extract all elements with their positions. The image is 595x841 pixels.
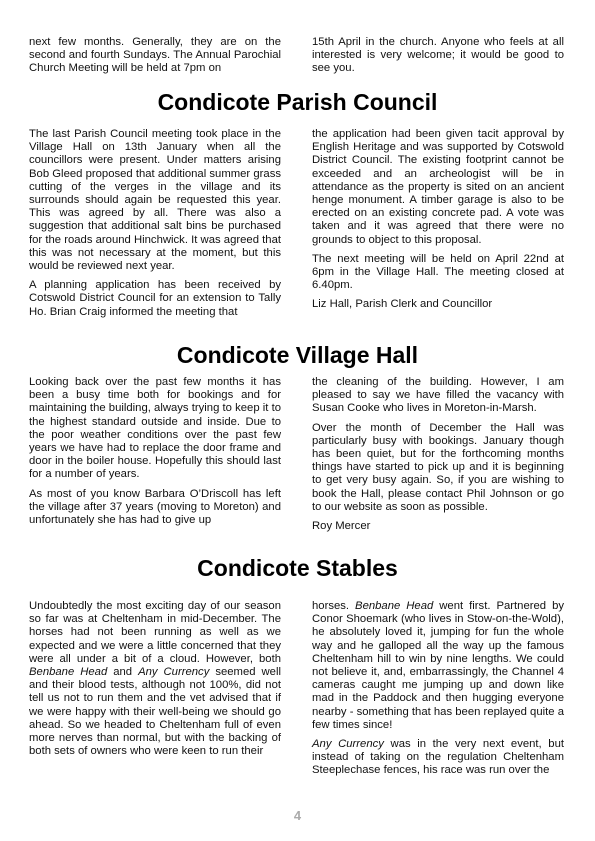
stables-right-column xyxy=(312,600,564,778)
hall-signoff: Roy Mercer xyxy=(312,520,371,533)
stables-text: was in the very next event, but instead of taking on the regulation Cheltenham Steeplechase fences, his race was run over the xyxy=(312,738,565,777)
stables-paragraph xyxy=(29,600,281,758)
parish-council-article xyxy=(29,128,564,319)
stables-left-column xyxy=(29,600,281,778)
horse-name: Benbane Head xyxy=(29,666,108,679)
horse-name: Any Currency xyxy=(312,738,384,751)
stables-paragraph xyxy=(312,600,564,732)
parish-council-heading: Condicote Parish Council xyxy=(157,89,438,115)
horse-name: Benbane Head xyxy=(355,600,434,612)
page-number: 4 xyxy=(293,808,302,823)
parish-paragraph: A planning application has been received by Cotswold District Council for an extension to Tally Ho. Brian Craig informed the meeting that xyxy=(29,279,281,318)
horse-name: Any Currency xyxy=(138,666,210,679)
top-left-text: next few months. Generally, they are on the second and fourth Sundays. The Annual Parochial Church Meeting will be held at 7pm on xyxy=(29,36,281,75)
parish-paragraph: The next meeting will be held on April 22nd at 6pm in the Village Hall. The meeting closed at 6.40pm. xyxy=(312,252,564,292)
parish-paragraph: the application had been given tacit approval by English Heritage and was supported by Cotswold District Council. The existing footprint cannot be exceeded and an archeologist will be in attendance as the property is sited on an ancient henge monument. A timber garage is also to be erected on an existing concrete pad. A vote was taken and it was agreed that there were no grounds to object to this proposal. xyxy=(312,128,564,246)
hall-paragraph: Over the month of December the Hall was particularly busy with bookings. January though has been quiet, but for the forthcoming months things have started to pick up and it is beginning to get very busy again. So, if you are wishing to book the Hall, please contact Phil Johnson or go to our website as soon as possible. xyxy=(312,421,564,513)
village-hall-article xyxy=(29,376,564,533)
stables-article xyxy=(29,600,564,778)
parish-right-column xyxy=(312,128,564,319)
top-right-column xyxy=(312,36,564,76)
top-right-text: 15th April in the church. Anyone who feels at all interested is very welcome; it would be good to see you. xyxy=(312,36,564,75)
parish-paragraph: The last Parish Council meeting took place in the Village Hall on 13th January when all the councillors were present. Under matters arising Bob Gleed proposed that additional summer grass cutting of the verges in the village and its surrounds should again be requested this year. This was agreed by all. There was also a suggestion that additional salt bins be purchased for the roads around Hinchwick. It was agreed that this was not necessary at the moment, but this would be reviewed next year. xyxy=(29,128,281,273)
stables-text: and xyxy=(107,666,139,679)
top-left-column xyxy=(29,36,281,76)
hall-paragraph: the cleaning of the building. However, I am pleased to say we have filled the vacancy with Susan Cooke who lives in Moreton-in-Marsh. xyxy=(312,376,564,415)
stables-heading: Condicote Stables xyxy=(197,555,398,581)
hall-left-column xyxy=(29,376,281,533)
stables-text: horses. xyxy=(312,600,356,612)
top-continuation xyxy=(29,36,564,76)
stables-paragraph xyxy=(312,738,564,778)
stables-text: seemed well and their blood tests, although not 100%, did not tell us not to run them and the vet advised that if we were happy with their well-being we should go ahead. So we headed to Cheltenham full of even more nerves than normal, but with the backing of both sets of owners who were keen to run their xyxy=(29,666,281,758)
parish-left-column xyxy=(29,128,281,319)
hall-right-column xyxy=(312,376,564,533)
village-hall-heading: Condicote Village Hall xyxy=(176,342,419,368)
stables-text: Undoubtedly the most exciting day of our season so far was at Cheltenham in mid-December. The horses had not been running as well as we expected and we were a little concerned that they were all under a bit of a cloud. However, both xyxy=(29,600,281,665)
parish-signoff: Liz Hall, Parish Clerk and Councillor xyxy=(312,298,493,311)
hall-paragraph: As most of you know Barbara O’Driscoll has left the village after 37 years (moving to Moreton) and unfortunately she has had to give up xyxy=(29,487,281,527)
hall-paragraph: Looking back over the past few months it has been a busy time both for bookings and for maintaining the building, always trying to keep it to the highest standard outside and inside. Due to the poor weather conditions over the past few years we have had to replace the door frame and door in the boiler house. Hopefully this should last for a number of years. xyxy=(29,376,281,481)
stables-text: went first. Partnered by Conor Shoemark (who lives in Stow-on-the-Wold), he absolutely loved it, jumping for fun the whole way and he galloped all the way up the famous Cheltenham hill to win by nine lengths. We could not believe it, and, embarrassingly, the Channel 4 cameras caught me jumping up and down like mad in the Paddock and then hugging everyone nearby - something that has been replayed quite a few times since! xyxy=(312,600,564,731)
